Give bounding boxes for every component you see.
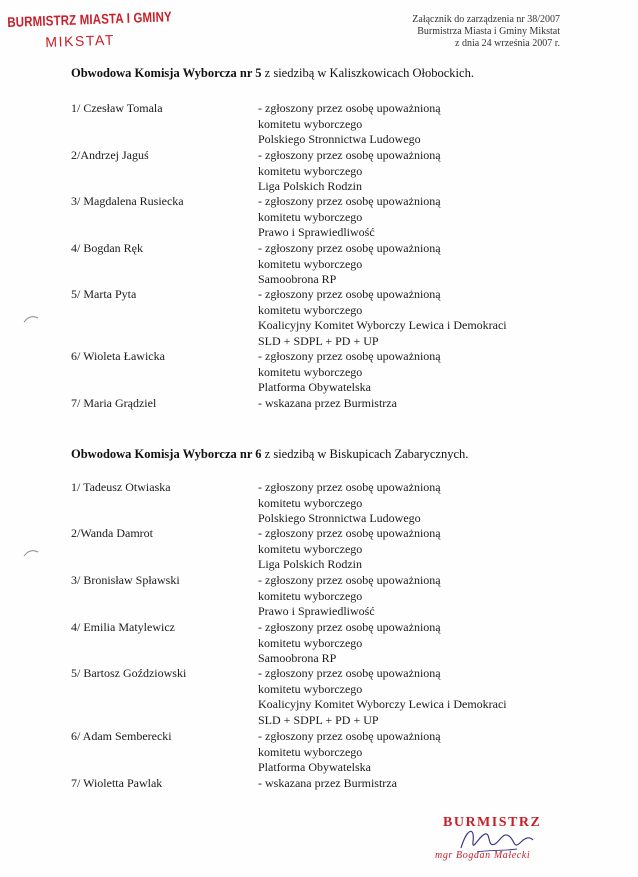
description-line: - zgłoszony przez osobę upoważnioną: [258, 241, 441, 255]
description-line: Prawo i Sprawiedliwość: [258, 225, 375, 239]
description-line: - zgłoszony przez osobę upoważnioną: [258, 620, 441, 634]
description-line: komitetu wyborczego: [258, 116, 363, 131]
description-line: Platforma Obywatelska: [258, 760, 371, 774]
section-title-nr5: [71, 66, 474, 81]
description-line: - zgłoszony przez osobę upoważnioną: [258, 526, 441, 540]
member-description: [258, 776, 397, 792]
member-description: [258, 101, 441, 148]
description-line: Platforma Obywatelska: [258, 380, 371, 394]
member-name: 2/Andrzej Jaguś: [71, 148, 149, 162]
description-line: Polskiego Stronnictwa Ludowego: [258, 132, 421, 146]
member-description: [258, 194, 441, 241]
member-description: [258, 287, 507, 349]
description-line: - zgłoszony przez osobę upoważnioną: [258, 349, 441, 363]
description-line: komitetu wyborczego: [258, 681, 363, 696]
description-line: - zgłoszony przez osobę upoważnioną: [258, 480, 441, 494]
description-line: SLD + SDPL + PD + UP: [258, 712, 379, 727]
member-description: [258, 349, 441, 396]
member-description: [258, 573, 441, 620]
member-name: 7/ Maria Grądziel: [71, 396, 157, 410]
member-name: 2/Wanda Damrot: [71, 526, 154, 540]
description-line: Polskiego Stronnictwa Ludowego: [258, 511, 421, 525]
description-line: Koalicyjny Komitet Wyborczy Lewica i Demokraci: [258, 697, 507, 711]
member-name: 6/ Adam Semberecki: [71, 729, 172, 743]
section-title-nr6: [71, 447, 468, 462]
description-line: komitetu wyborczego: [258, 495, 363, 510]
member-description: [258, 729, 441, 776]
description-line: Prawo i Sprawiedliwość: [258, 604, 375, 618]
description-line: komitetu wyborczego: [258, 163, 363, 178]
member-name: 1/ Czesław Tomala: [71, 101, 163, 115]
member-name: 3/ Magdalena Rusiecka: [71, 194, 184, 208]
description-line: komitetu wyborczego: [258, 302, 363, 317]
attachment-header: [412, 14, 560, 50]
member-description: [258, 666, 507, 728]
description-line: komitetu wyborczego: [258, 209, 363, 224]
member-name: 4/ Emilia Matylewicz: [71, 620, 175, 634]
description-line: komitetu wyborczego: [258, 744, 363, 759]
description-line: - wskazana przez Burmistrza: [258, 776, 397, 790]
margin-mark: [22, 314, 40, 324]
member-description: [258, 620, 441, 667]
description-line: komitetu wyborczego: [258, 635, 363, 650]
member-name: 4/ Bogdan Ręk: [71, 241, 143, 255]
description-line: Samoobrona RP: [258, 272, 337, 286]
signature-stamp: [395, 812, 595, 872]
header-line-2: Burmistrza Miasta i Gminy Mikstat: [417, 26, 560, 37]
description-line: - zgłoszony przez osobę upoważnioną: [258, 287, 441, 301]
description-line: - zgłoszony przez osobę upoważnioną: [258, 194, 441, 208]
member-description: [258, 241, 441, 288]
section-title-bold: Obwodowa Komisja Wyborcza nr 6: [71, 447, 262, 461]
description-line: - zgłoszony przez osobę upoważnioną: [258, 101, 441, 115]
description-line: komitetu wyborczego: [258, 364, 363, 379]
section-title-rest: z siedzibą w Kaliszkowicach Ołobockich.: [261, 66, 474, 80]
signature-title: BURMISTRZ: [443, 815, 542, 830]
description-line: komitetu wyborczego: [258, 256, 363, 271]
section-title-bold: Obwodowa Komisja Wyborcza nr 5: [71, 66, 262, 80]
description-line: - zgłoszony przez osobę upoważnioną: [258, 148, 441, 162]
margin-mark: [22, 548, 40, 558]
member-description: [258, 526, 441, 573]
stamp-line-office: BURMISTRZ MIASTA I GMINY: [7, 8, 173, 30]
member-name: 1/ Tadeusz Otwiaska: [71, 480, 171, 494]
description-line: Liga Polskich Rodzin: [258, 179, 362, 193]
member-description: [258, 480, 441, 527]
description-line: komitetu wyborczego: [258, 588, 363, 603]
member-name: 7/ Wioletta Pawlak: [71, 776, 163, 790]
member-description: [258, 148, 441, 195]
header-line-1: Załącznik do zarządzenia nr 38/2007: [412, 14, 560, 25]
description-line: - wskazana przez Burmistrza: [258, 396, 397, 410]
member-name: 5/ Marta Pyta: [71, 287, 137, 301]
member-name: 3/ Bronisław Spławski: [71, 573, 180, 587]
description-line: Liga Polskich Rodzin: [258, 557, 362, 571]
description-line: Koalicyjny Komitet Wyborczy Lewica i Demokraci: [258, 318, 507, 332]
member-description: [258, 396, 397, 412]
description-line: - zgłoszony przez osobę upoważnioną: [258, 573, 441, 587]
member-name: 5/ Bartosz Goździowski: [71, 666, 187, 680]
signature-name: mgr Bogdan Małecki: [435, 850, 531, 861]
description-line: - zgłoszony przez osobę upoważnioną: [258, 666, 441, 680]
description-line: komitetu wyborczego: [258, 541, 363, 556]
description-line: SLD + SDPL + PD + UP: [258, 333, 379, 348]
header-line-3: z dnia 24 września 2007 r.: [455, 38, 560, 49]
stamp-line-town: MIKSTAT: [45, 31, 116, 50]
member-name: 6/ Wioleta Ławicka: [71, 349, 165, 363]
description-line: - zgłoszony przez osobę upoważnioną: [258, 729, 441, 743]
section-title-rest: z siedzibą w Biskupicach Zabarycznych.: [261, 447, 469, 461]
description-line: Samoobrona RP: [258, 651, 337, 665]
